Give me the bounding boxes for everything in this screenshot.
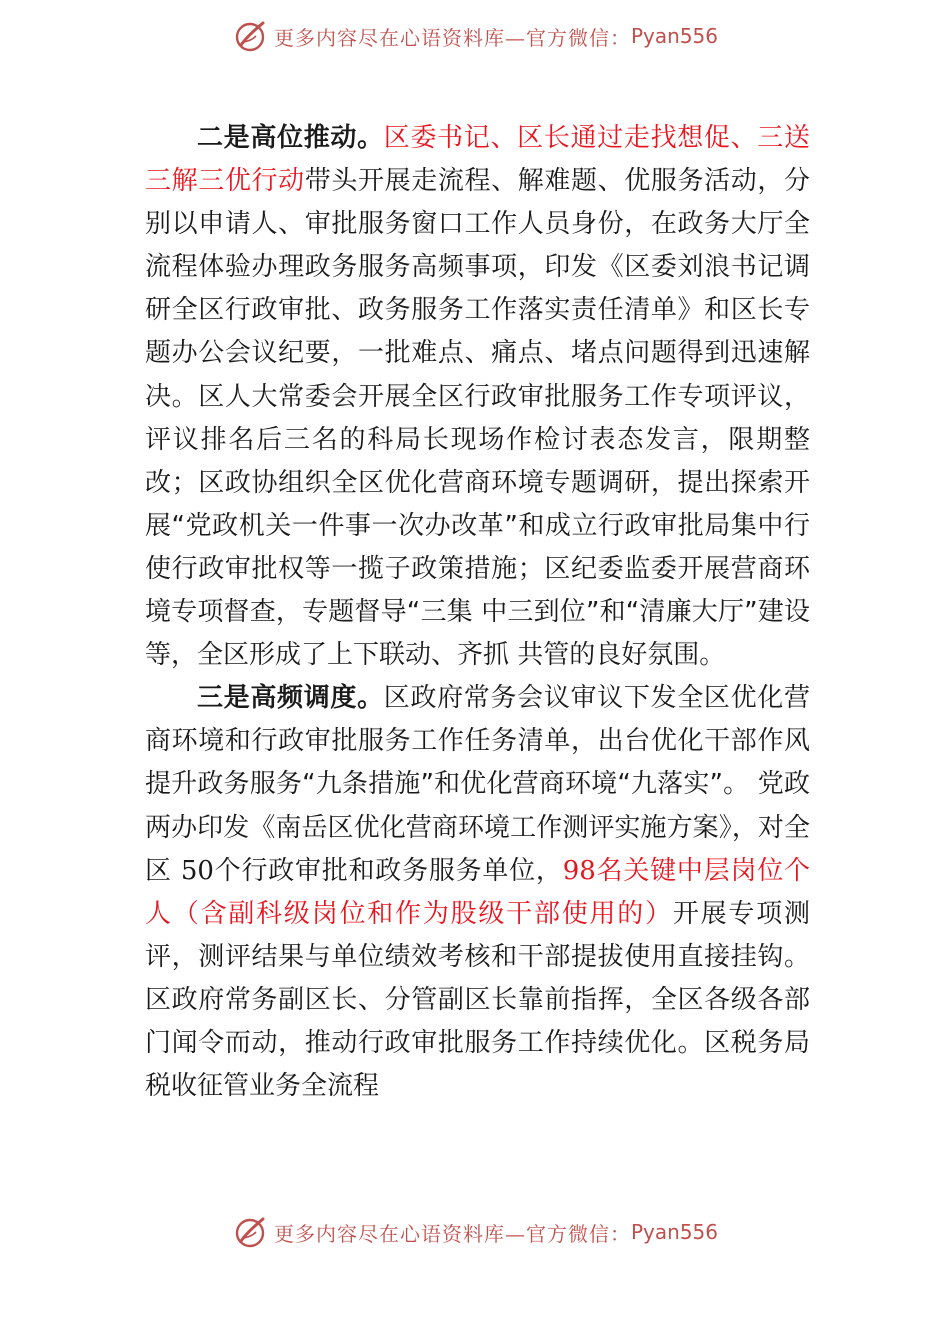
brush-logo-icon [232, 18, 268, 54]
body-text: 个行政审批和政务服务单位， [213, 855, 563, 886]
paragraph-lead: 二是高位推动。 [197, 123, 384, 153]
body-text: 区政府常务会议审议下发全区优化营商环境和行政审批服务工作任务清单，出台优化干部作风提升政务服务“九条措施”和优化营商环境“九落实”。 党政两办印发《南岳区优化营商环境工作测评实施方案》，对全区 [145, 683, 810, 886]
header-watermark [0, 14, 950, 58]
watermark-text: 更多内容尽在心语资料库—官方微信： [273, 1221, 631, 1246]
watermark-text: 更多内容尽在心语资料库—官方微信： [273, 25, 631, 50]
paragraph [145, 677, 810, 1108]
body-text: 50 [180, 855, 214, 886]
footer-watermark [0, 1210, 950, 1254]
body-text: 开展专项测评，测评结果与单位绩效考核和干部提拔使用直接挂钩。区政府常务副区长、分管副区长靠前指挥，全区各级各部门闻令而动，推动行政审批服务工作持续优化。区税务局税收征管业务全流程 [145, 898, 810, 1102]
highlighted-text: 区委书记、区长通过走找想促、三送三解三优行动 [145, 123, 810, 197]
document-body [145, 117, 810, 1108]
paragraph [145, 117, 810, 677]
highlighted-text: 名关键中层岗位个人（含副科级岗位和作为股级干部使用的） [145, 855, 810, 929]
watermark-wechat-id: Pyan556 [630, 1220, 718, 1244]
paragraph-lead: 三是高频调度。 [197, 683, 384, 714]
watermark-wechat-id: Pyan556 [630, 24, 718, 48]
body-text: 带头开展走流程、解难题、优服务活动，分别以申请人、审批服务窗口工作人员身份，在政务大厅全流程体验办理政务服务高频事项，印发《区委刘浪书记调研全区行政审批、政务服务工作落实责任清单》和区长专题办公会议纪要，一批难点、痛点、堵点问题得到迅速解决。区人大常委会开展全区行政审批服务工作专项评议，评议排名后三名的科局长现场作检讨表态发言，限期整改；区政协组织全区优化营商环境专题调研，提出探索开展“党政机关一件事一次办改革”和成立行政审批局集中行使行政审批权等一揽子政策措施；区纪委监委开展营商环境专项督查，专题督导“三集 中三到位”和“清廉大厅”建设等，全区形成了上下联动、齐抓 共管的良好氛围。 [145, 166, 810, 671]
brush-logo-icon [232, 1214, 268, 1250]
highlighted-text: 98 [562, 855, 596, 886]
